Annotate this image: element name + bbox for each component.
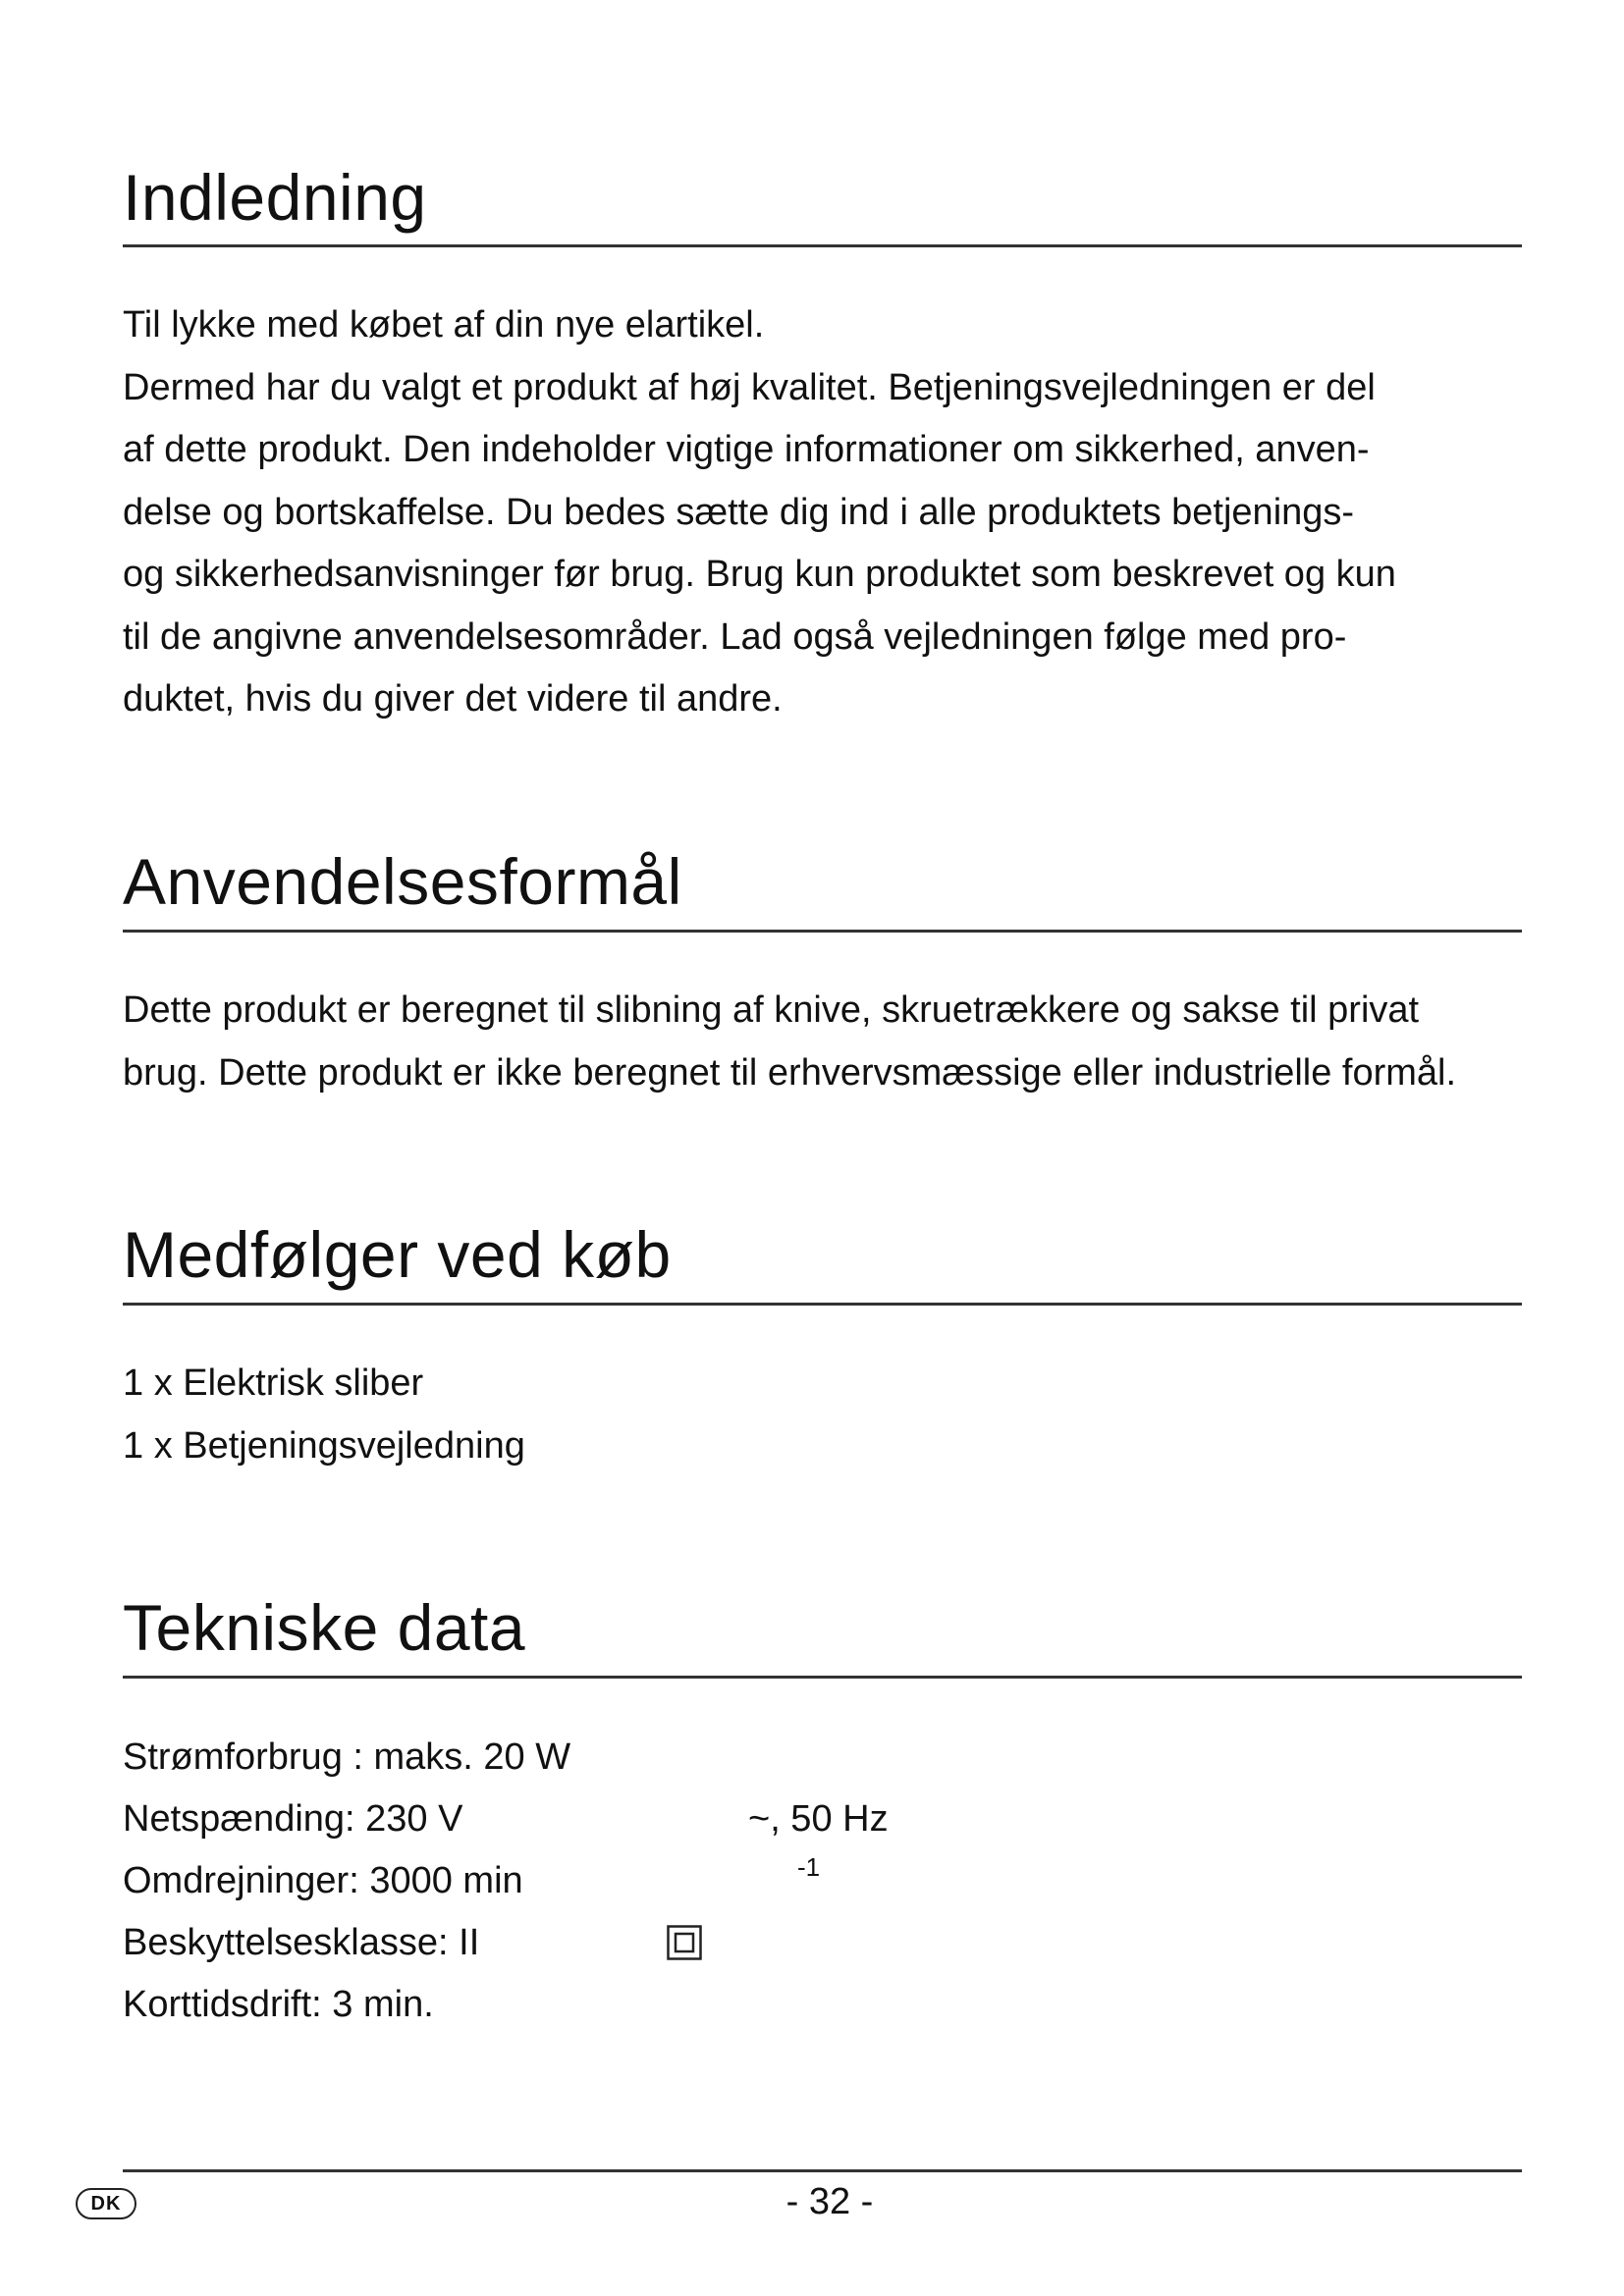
purpose-line: brug. Dette produkt er ikke beregnet til erhvervsmæssige eller industrielle formål. (123, 1051, 1457, 1094)
spec-voltage-frequency: ~, 50 Hz (748, 1798, 889, 1840)
intro-line: af dette produkt. Den indeholder vigtige informationer om sikkerhed, anven- (123, 429, 1370, 470)
double-insulation-icon (667, 1925, 702, 1960)
heading-rule (123, 1676, 1522, 1679)
spec-voltage: Netspænding: 230 V (123, 1798, 463, 1840)
spec-protection-class: Beskyttelsesklasse: II (123, 1922, 480, 1963)
section-intro (123, 162, 1522, 234)
purpose-line: Dette produkt er beregnet til slibning af knive, skruetrækkere og sakse til privat (123, 989, 1420, 1031)
country-badge-icon: DK (76, 2188, 136, 2219)
specs-table (123, 1733, 1522, 2056)
intro-body (123, 294, 1522, 731)
section-purpose (123, 846, 1522, 918)
intro-line: Til lykke med købet af din nye elartikel. (123, 304, 765, 346)
intro-line: delse og bortskaffelse. Du bedes sætte dig ind i alle produktets betjenings- (123, 491, 1355, 533)
purpose-body (123, 980, 1522, 1104)
heading-rule (123, 930, 1522, 933)
intro-line: til de angivne anvendelsesområder. Lad også vejledningen følge med pro- (123, 615, 1347, 658)
contents-list (123, 1353, 1522, 1477)
list-item: 1 x Elektrisk sliber (123, 1362, 424, 1404)
list-item: 1 x Betjeningsvejledning (123, 1424, 525, 1467)
section-contents (123, 1219, 1522, 1291)
heading-intro: Indledning (123, 161, 427, 234)
page-number: - 32 - (785, 2181, 874, 2222)
spec-rpm: Omdrejninger: 3000 min (123, 1860, 523, 1901)
footer-rule (123, 2169, 1522, 2172)
section-specs (123, 1592, 1522, 1664)
heading-rule (123, 244, 1522, 247)
intro-line: Dermed har du valgt et produkt af høj kvalitet. Betjeningsvejledningen er del (123, 366, 1376, 408)
heading-rule (123, 1303, 1522, 1306)
spec-power: Strømforbrug : maks. 20 W (123, 1736, 571, 1778)
spec-rpm-exponent: -1 (797, 1852, 821, 1882)
spec-short-time-operation: Korttidsdrift: 3 min. (123, 1984, 434, 2025)
intro-line: og sikkerhedsanvisninger før brug. Brug kun produktet som beskrevet og kun (123, 554, 1396, 595)
heading-specs: Tekniske data (123, 1591, 526, 1664)
intro-line: duktet, hvis du giver det videre til andre. (123, 678, 783, 720)
heading-contents: Medfølger ved køb (123, 1218, 672, 1291)
heading-purpose: Anvendelsesformål (123, 845, 682, 918)
